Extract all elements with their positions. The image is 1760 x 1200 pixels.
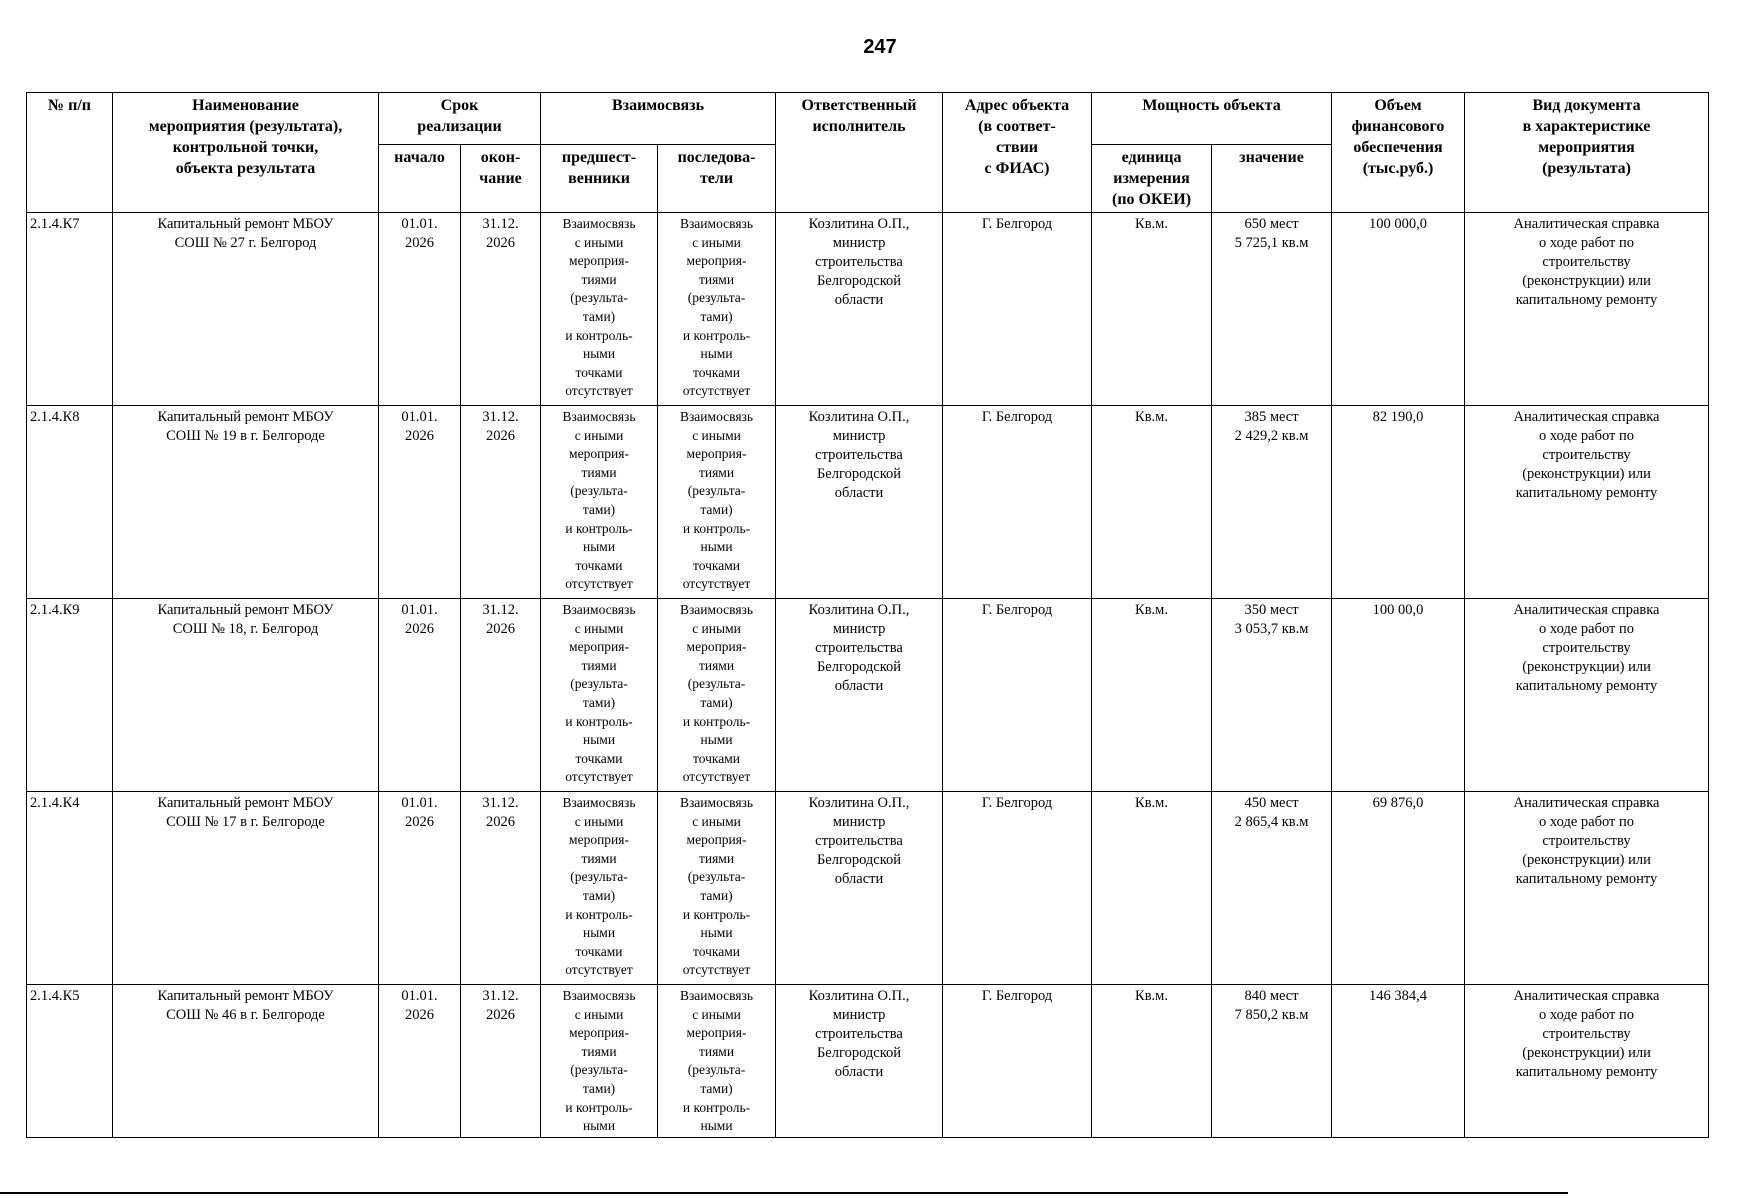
row-doc: Аналитическая справка о ходе работ по строительству (реконструкции) или капитальному ремонту (1465, 599, 1709, 792)
row-name: Капитальный ремонт МБОУ СОШ № 27 г. Белгород (113, 213, 379, 406)
header-capacity-value: значение (1212, 145, 1332, 213)
row-value: 350 мест 3 053,7 кв.м (1212, 599, 1332, 792)
table-row (27, 599, 1709, 792)
table-row (27, 792, 1709, 985)
row-successors: Взаимосвязь с иными мероприя- тиями (результа- тами) и контроль- ными точками отсутствует (658, 599, 776, 792)
row-end: 31.12. 2026 (461, 985, 541, 1138)
row-end: 31.12. 2026 (461, 406, 541, 599)
page-number: 247 (863, 36, 897, 58)
header-relation-succ: последова- тели (658, 145, 776, 213)
row-value: 450 мест 2 865,4 кв.м (1212, 792, 1332, 985)
row-executor: Козлитина О.П., министр строительства Белгородской области (776, 406, 943, 599)
row-id: 2.1.4.К9 (27, 599, 113, 792)
table-row (27, 406, 1709, 599)
row-successors: Взаимосвязь с иными мероприя- тиями (результа- тами) и контроль- ными точками отсутствует (658, 792, 776, 985)
activities-table (26, 92, 1709, 1138)
row-name: Капитальный ремонт МБОУ СОШ № 46 в г. Белгороде (113, 985, 379, 1138)
row-end: 31.12. 2026 (461, 599, 541, 792)
row-id: 2.1.4.К8 (27, 406, 113, 599)
row-predecessors: Взаимосвязь с иными мероприя- тиями (результа- тами) и контроль- ными точками отсутствует (541, 213, 658, 406)
header-relation: Взаимосвязь (541, 93, 776, 145)
row-predecessors-cell (541, 985, 658, 1138)
table-row (27, 985, 1709, 1138)
row-unit: Кв.м. (1092, 599, 1212, 792)
row-executor: Козлитина О.П., министр строительства Белгородской области (776, 213, 943, 406)
row-predecessors: Взаимосвязь с иными мероприя- тиями (результа- тами) и контроль- ными точками отсутствует (541, 599, 658, 792)
row-doc: Аналитическая справка о ходе работ по строительству (реконструкции) или капитальному ремонту (1465, 213, 1709, 406)
row-address: Г. Белгород (943, 599, 1092, 792)
footer-rule (0, 1192, 1568, 1194)
row-successors: Взаимосвязь с иными мероприя- тиями (результа- тами) и контроль- ными точками отсутствует (658, 213, 776, 406)
row-executor: Козлитина О.П., министр строительства Белгородской области (776, 985, 943, 1138)
row-unit: Кв.м. (1092, 985, 1212, 1138)
row-start: 01.01. 2026 (379, 599, 461, 792)
row-finance: 100 00,0 (1332, 599, 1465, 792)
row-doc: Аналитическая справка о ходе работ по строительству (реконструкции) или капитальному ремонту (1465, 792, 1709, 985)
row-value: 840 мест 7 850,2 кв.м (1212, 985, 1332, 1138)
row-name: Капитальный ремонт МБОУ СОШ № 19 в г. Белгороде (113, 406, 379, 599)
row-start: 01.01. 2026 (379, 213, 461, 406)
row-unit: Кв.м. (1092, 213, 1212, 406)
header-capacity-unit: единица измерения (по ОКЕИ) (1092, 145, 1212, 213)
row-predecessors: Взаимосвязь с иными мероприя- тиями (результа- тами) и контроль- ными точками отсутствует (541, 406, 658, 599)
row-unit: Кв.м. (1092, 406, 1212, 599)
row-finance: 100 000,0 (1332, 213, 1465, 406)
table-row (27, 213, 1709, 406)
row-end: 31.12. 2026 (461, 213, 541, 406)
header-capacity: Мощность объекта (1092, 93, 1332, 145)
row-id: 2.1.4.К4 (27, 792, 113, 985)
row-predecessors: Взаимосвязь с иными мероприя- тиями (результа- тами) и контроль- ными (562, 988, 636, 1134)
row-finance: 69 876,0 (1332, 792, 1465, 985)
row-successors: Взаимосвязь с иными мероприя- тиями (результа- тами) и контроль- ными (679, 988, 754, 1134)
row-finance: 146 384,4 (1332, 985, 1465, 1138)
header-address: Адрес объекта (в соответ- ствии с ФИАС) (943, 93, 1092, 213)
header-num: № п/п (27, 93, 113, 213)
row-start: 01.01. 2026 (379, 985, 461, 1138)
row-successors-cell (658, 985, 776, 1138)
header-term: Срок реализации (379, 93, 541, 145)
row-id: 2.1.4.К7 (27, 213, 113, 406)
row-name: Капитальный ремонт МБОУ СОШ № 18, г. Белгород (113, 599, 379, 792)
header-finance: Объем финансового обеспечения (тыс.руб.) (1332, 93, 1465, 213)
row-executor: Козлитина О.П., министр строительства Белгородской области (776, 792, 943, 985)
row-address: Г. Белгород (943, 406, 1092, 599)
row-address: Г. Белгород (943, 213, 1092, 406)
header-doc: Вид документа в характеристике мероприятия (результата) (1465, 93, 1709, 213)
row-start: 01.01. 2026 (379, 792, 461, 985)
row-predecessors: Взаимосвязь с иными мероприя- тиями (результа- тами) и контроль- ными точками отсутствует (541, 792, 658, 985)
header-relation-pred: предшест- венники (541, 145, 658, 213)
header-term-end: окон- чание (461, 145, 541, 213)
row-value: 385 мест 2 429,2 кв.м (1212, 406, 1332, 599)
header-executor: Ответственный исполнитель (776, 93, 943, 213)
row-name: Капитальный ремонт МБОУ СОШ № 17 в г. Белгороде (113, 792, 379, 985)
row-executor: Козлитина О.П., министр строительства Белгородской области (776, 599, 943, 792)
row-value: 650 мест 5 725,1 кв.м (1212, 213, 1332, 406)
row-end: 31.12. 2026 (461, 792, 541, 985)
row-unit: Кв.м. (1092, 792, 1212, 985)
row-finance: 82 190,0 (1332, 406, 1465, 599)
row-start: 01.01. 2026 (379, 406, 461, 599)
row-successors: Взаимосвязь с иными мероприя- тиями (результа- тами) и контроль- ными точками отсутствует (658, 406, 776, 599)
header-name: Наименование мероприятия (результата), контрольной точки, объекта результата (113, 93, 379, 213)
row-id: 2.1.4.К5 (27, 985, 113, 1138)
row-address: Г. Белгород (943, 985, 1092, 1138)
row-doc: Аналитическая справка о ходе работ по строительству (реконструкции) или капитальному ремонту (1465, 406, 1709, 599)
header-term-start: начало (379, 145, 461, 213)
row-doc: Аналитическая справка о ходе работ по строительству (реконструкции) или капитальному ремонту (1465, 985, 1709, 1138)
row-address: Г. Белгород (943, 792, 1092, 985)
